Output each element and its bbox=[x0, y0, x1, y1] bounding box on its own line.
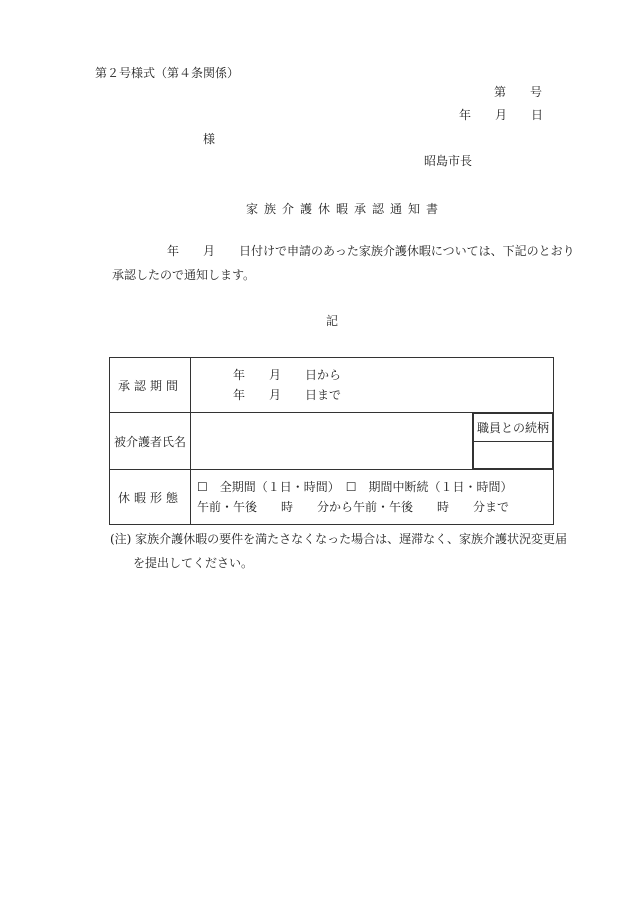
period-to: 年 月 日まで bbox=[233, 388, 342, 402]
relation-box bbox=[473, 413, 553, 469]
document-number: 第 号 bbox=[494, 85, 543, 99]
period-from: 年 月 日から bbox=[233, 368, 342, 382]
period-value-cell bbox=[191, 358, 554, 413]
body-line-1: 年 月 日付けで申請のあった家族介護休暇については、下記のとおり bbox=[167, 244, 575, 258]
person-name-cell[interactable] bbox=[191, 413, 473, 470]
form-label-cell bbox=[110, 470, 191, 525]
person-label-cell bbox=[110, 413, 191, 470]
form-label: 休暇形態 bbox=[117, 490, 182, 505]
relation-label: 職員との続柄 bbox=[477, 421, 550, 435]
leave-form-row bbox=[110, 470, 554, 525]
ki-heading: 記 bbox=[326, 314, 339, 328]
note-line-1: (注) 家族介護休暇の要件を満たさなくなった場合は、遅滞なく、家族介護状況変更届 bbox=[110, 532, 567, 546]
person-row bbox=[110, 413, 554, 470]
issue-date: 年 月 日 bbox=[459, 108, 544, 122]
notice-table bbox=[109, 357, 554, 525]
period-label-cell bbox=[110, 358, 191, 413]
period-label: 承認期間 bbox=[117, 378, 182, 393]
person-label: 被介護者氏名 bbox=[113, 434, 186, 449]
leave-type-options[interactable]: ☐ 全期間（１日・時間） ☐ 期間中断続（１日・時間） bbox=[197, 480, 513, 494]
document-title: 家族介護休暇承認通知書 bbox=[246, 202, 445, 216]
body-line-2: 承認したので通知します。 bbox=[112, 268, 256, 282]
issuer-name: 昭島市長 bbox=[424, 154, 473, 168]
relation-cell bbox=[473, 413, 554, 470]
recipient-suffix: 様 bbox=[203, 132, 216, 146]
period-row bbox=[110, 358, 554, 413]
relation-label-cell bbox=[474, 414, 553, 442]
form-value-cell bbox=[191, 470, 554, 525]
form-number: 第２号様式（第４条関係） bbox=[95, 66, 240, 80]
relation-value-cell[interactable] bbox=[474, 442, 553, 469]
leave-time-range: 午前・午後 時 分から午前・午後 時 分まで bbox=[197, 500, 510, 514]
note-line-2: を提出してください。 bbox=[133, 556, 254, 570]
